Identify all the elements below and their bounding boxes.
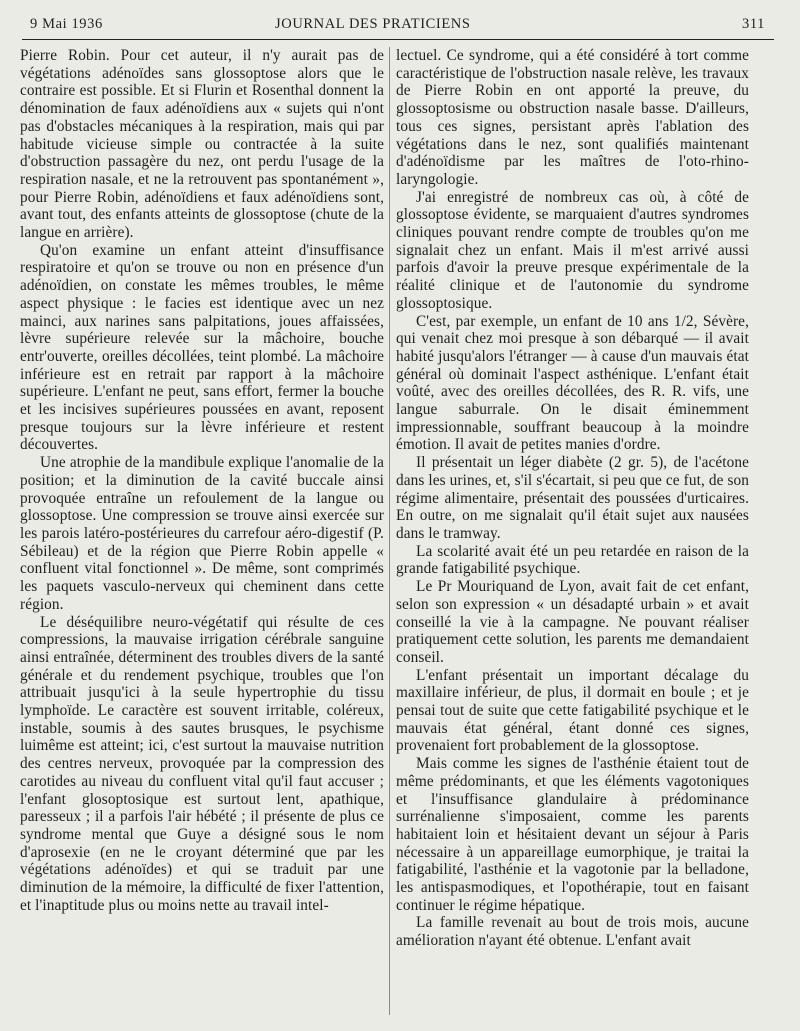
page-number: 311 (741, 16, 765, 32)
paragraph: Il présentait un léger diabète (2 gr. 5), de l'acétone dans les urines, et, s'il s'écartait, si peu que ce fut, de son régime alimentaire, présentait des poussées d'urticaires. En outre, on me signalait qu'il était sujet aux nausées dans le tramway. (396, 454, 749, 542)
paragraph: Le Pr Mouriquand de Lyon, avait fait de cet enfant, selon son expression « un désadapté urbain » et avait conseillé la vie à la campagne. Ne pouvant réaliser pratiquement cette solution, les parents me demandaient conseil. (396, 578, 749, 666)
header-date: 9 Mai 1936 (30, 16, 103, 32)
paragraph: Le déséquilibre neuro-végétatif qui résulte de ces compressions, la mauvaise irrigation cérébrale sanguine ainsi entraînée, déterminent des troubles divers de la santé générale et du rendement psychique, troubles que l'on attribuait jusqu'ici à la seule hypertrophie du tissu lymphoïde. Le caractère est souvent irritable, coléreux, instable, soumis à des sautes brusques, le psychisme luimême est atteint; ici, c'est surtout la mauvaise nutrition des centres nerveux, provoquée par la compression des carotides au niveau du confluent vital qu'il faut accuser ; l'enfant glosoptosique est surtout lent, apathique, paresseux ; il a parfois l'air hébété ; il présente de plus ce syndrome mental que Guye a désigné sous le nom d'aprosexie (en ne le croyant déterminé que par les végétations adénoïdes) et qui se traduit par une diminution de la mémoire, la difficulté de fixer l'attention, et l'inaptitude plus ou moins nette au travail intel- (20, 613, 384, 914)
paragraph: Pierre Robin. Pour cet auteur, il n'y aurait pas de végétations adénoïdes sans glossoptose alors que le contraire est possible. Et si Flurin et Rosenthal donnent la dénomination de faux adénoïdiens aux « sujets qui n'ont pas d'obstacles mécaniques à la respiration, mais qui par habitude vicieuse simple ou contractée à la suite d'obstruction passagère du nez, ont perdu l'usage de la respiration nasale, et ne la retrouvent pas spontanément », pour Pierre Robin, adénoïdiens et faux adénoïdiens sont, avant tout, des enfants atteints de glossoptose (chute de la langue en arrière). (20, 47, 384, 242)
journal-title: JOURNAL DES PRATICIENS (275, 16, 471, 32)
left-column (20, 47, 384, 1015)
paragraph: lectuel. Ce syndrome, qui a été considéré à tort comme caractéristique de l'obstruction nasale relève, les travaux de Pierre Robin en ont apporté la preuve, du glossoptosisme ou obstruction nasale basse. D'ailleurs, tous ces signes, persistant après l'ablation des végétations dans le nez, sont qualifiés maintenant d'adénoïdisme par les maîtres de l'oto-rhino-laryngologie. (396, 47, 749, 188)
paragraph: Qu'on examine un enfant atteint d'insuffisance respiratoire et qu'on se trouve ou non en présence d'un adénoïdien, on constate les mêmes troubles, le même aspect physique : le facies est identique avec un nez mainci, aux narines sans palpitations, joues affaissées, lèvre supérieure relevée sur la mâchoire, bouche entr'ouverte, oreilles décollées, teint plombé. La mâchoire inférieure est en retrait par rapport à la mâchoire supérieure. L'enfant ne peut, sans effort, fermer la bouche et les incisives supérieures poussées en avant, reposent presque toujours sur la lèvre inférieure et restent découvertes. (20, 241, 384, 454)
paragraph: La scolarité avait été un peu retardée en raison de la grande fatigabilité psychique. (396, 542, 749, 578)
paragraph: L'enfant présentait un important décalage du maxillaire inférieur, de plus, il dormait en boule ; et je pensai tout de suite que cette fatigabilité psychique et le mauvais état général, étant donné ces signes, provenaient fort probablement de la glossoptose. (396, 666, 749, 755)
paragraph: J'ai enregistré de nombreux cas où, à côté de glossoptose évidente, se marquaient d'autres syndromes cliniques pouvant rendre compte de troubles qu'on me signalait chez un enfant. Mais il m'est arrivé aussi parfois d'avoir la preuve presque expérimentale de la réalité clinique et de l'autonomie du syndrome glossoptosique. (396, 188, 749, 312)
paragraph: La famille revenait au bout de trois mois, aucune amélioration n'ayant été obtenue. L'enfant avait (396, 914, 749, 950)
column-divider (389, 47, 390, 1015)
paragraph: C'est, par exemple, un enfant de 10 ans 1/2, Sévère, qui venait chez moi presque à son débarqué — il avait habité jusqu'alors l'étranger — à cause d'un mauvais état général où dominait l'aspect asthénique. L'enfant était voûté, avec des oreilles décollées, des R. R. vifs, une langue saburrale. On le disait éminemment impressionnable, souffrant beaucoup à la moindre émotion. Il avait de petites manies d'ordre. (396, 312, 749, 454)
header-rule (22, 39, 774, 40)
running-header (30, 16, 765, 36)
paragraph: Mais comme les signes de l'asthénie étaient tout de même prédominants, et que les éléments vagotoniques et l'insuffisance glandulaire à prédominance surrénalienne s'imposaient, comme les parents habitaient loin et hésitaient devant un séjour à Paris nécessaire à un appareillage eumorphique, je traitai la fatigabilité, l'asthénie et la vagotonie par la belladone, les antispasmodiques, et l'opothérapie, tout en faisant continuer le régime hépatique. (396, 755, 749, 914)
paragraph: Une atrophie de la mandibule explique l'anomalie de la position; et la diminution de la cavité buccale ainsi provoquée entraîne un refoulement de la langue ou glossoptose. Une compression se trouve ainsi exercée sur les parois latéro-postérieures du carrefour aéro-digestif (P. Sébileau) et de la région que Pierre Robin appelle « confluent vital fonctionnel ». De même, sont comprimés les paquets vasculo-nerveux qui cheminent dans cette région. (20, 454, 384, 613)
right-column (396, 47, 749, 1015)
